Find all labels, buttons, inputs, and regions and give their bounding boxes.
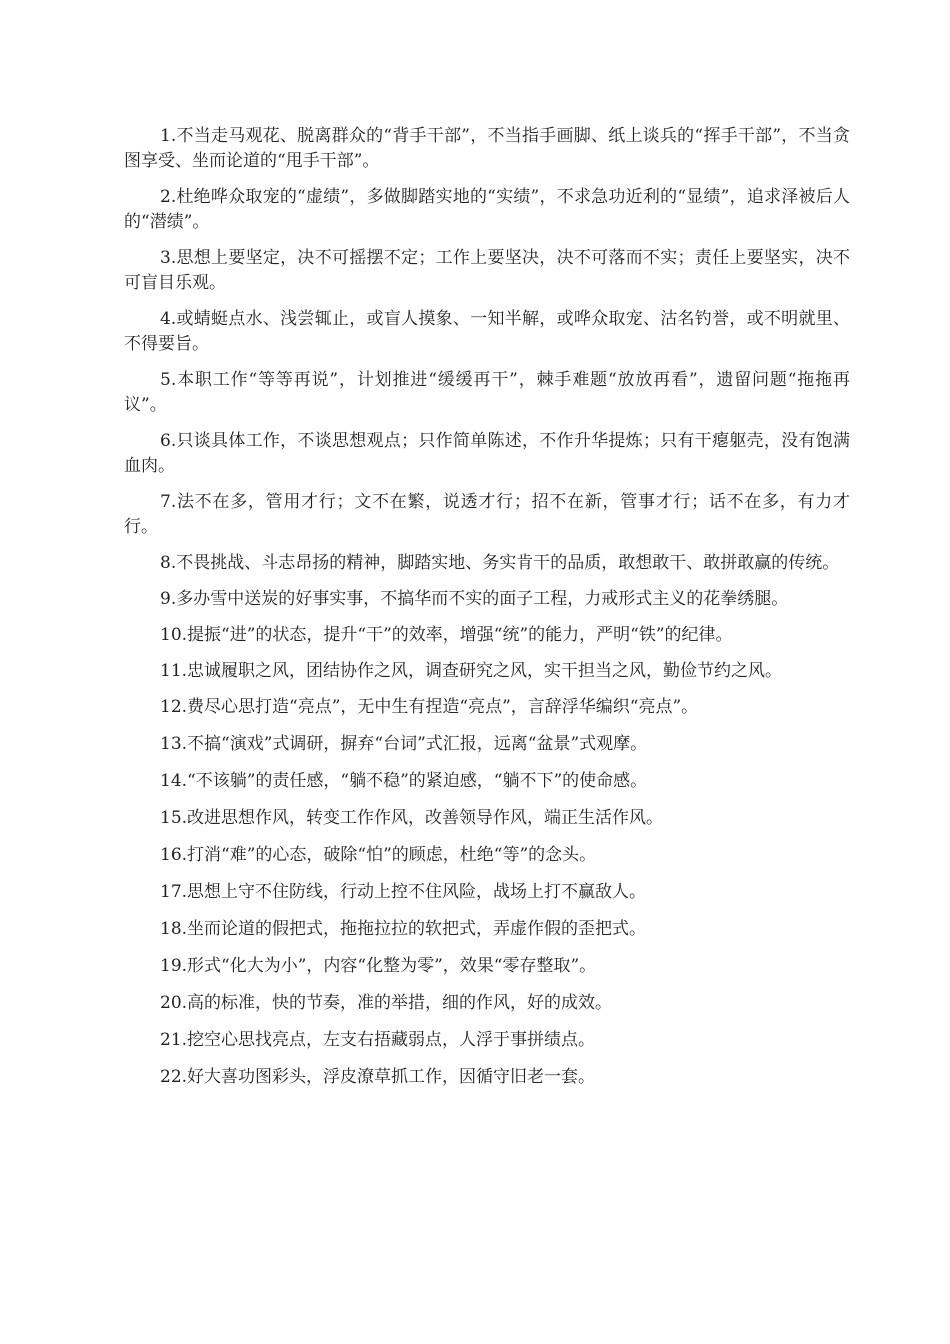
list-item: 2.杜绝哗众取宠的“虚绩”，多做脚踏实地的“实绩”，不求急功近利的“显绩”，追求泽被后人的“潜绩”。 [124,187,850,232]
list-item: 5.本职工作“等等再说”，计划推进“缓缓再干”，棘手难题“放放再看”，遗留问题“拖拖再议”。 [124,370,850,415]
list-item: 10.提振“进”的状态，提升“干”的效率，增强“统”的能力，严明“铁”的纪律。 [160,625,733,645]
list-item: 8.不畏挑战、斗志昂扬的精神，脚踏实地、务实肯干的品质，敢想敢干、敢拼敢赢的传统。 [160,553,840,573]
list-item: 11.忠诚履职之风，团结协作之风，调查研究之风，实干担当之风，勤俭节约之风。 [160,661,783,681]
list-item: 3.思想上要坚定，决不可摇摆不定；工作上要坚决，决不可落而不实；责任上要坚实，决不可盲目乐观。 [124,248,850,293]
document-body [124,124,850,1102]
list-item: 17.思想上守不住防线，行动上控不住风险，战场上打不赢敌人。 [160,882,647,902]
list-item: 19.形式“化大为小”，内容“化整为零”，效果“零存整取”。 [160,956,597,976]
list-item: 20.高的标准，快的节奏，准的举措，细的作风，好的成效。 [160,993,613,1013]
list-item: 16.打消“难”的心态，破除“怕”的顾虑，杜绝“等”的念头。 [160,845,597,865]
list-item: 14.“不该躺”的责任感，“躺不稳”的紧迫感，“躺不下”的使命感。 [160,771,648,791]
list-item: 21.挖空心思找亮点，左支右捂藏弱点，人浮于事拼绩点。 [160,1030,596,1050]
list-item: 12.费尽心思打造“亮点”，无中生有捏造“亮点”，言辞浮华编织“亮点”。 [160,697,699,717]
list-item: 22.好大喜功图彩头，浮皮潦草抓工作，因循守旧老一套。 [160,1067,596,1087]
list-item: 15.改进思想作风，转变工作作风，改善领导作风，端正生活作风。 [160,808,664,828]
list-item: 1.不当走马观花、脱离群众的“背手干部”，不当指手画脚、纸上谈兵的“挥手干部”，不当贪图享受、坐而论道的“甩手干部”。 [124,126,850,171]
list-item: 6.只谈具体工作，不谈思想观点；只作简单陈述，不作升华提炼；只有干瘪躯壳，没有饱满血肉。 [124,431,850,476]
list-item: 4.或蜻蜓点水、浅尝辄止，或盲人摸象、一知半解，或哗众取宠、沽名钓誉，或不明就里、不得要旨。 [124,309,850,354]
list-item: 18.坐而论道的假把式，拖拖拉拉的软把式，弄虚作假的歪把式。 [160,919,647,939]
list-item: 7.法不在多，管用才行；文不在繁，说透才行；招不在新，管事才行；话不在多，有力才行。 [124,492,850,537]
list-item: 13.不搞“演戏”式调研，摒弃“台词”式汇报，远离“盆景”式观摩。 [160,734,648,754]
list-item: 9.多办雪中送炭的好事实事，不搞华而不实的面子工程，力戒形式主义的花拳绣腿。 [160,589,789,609]
